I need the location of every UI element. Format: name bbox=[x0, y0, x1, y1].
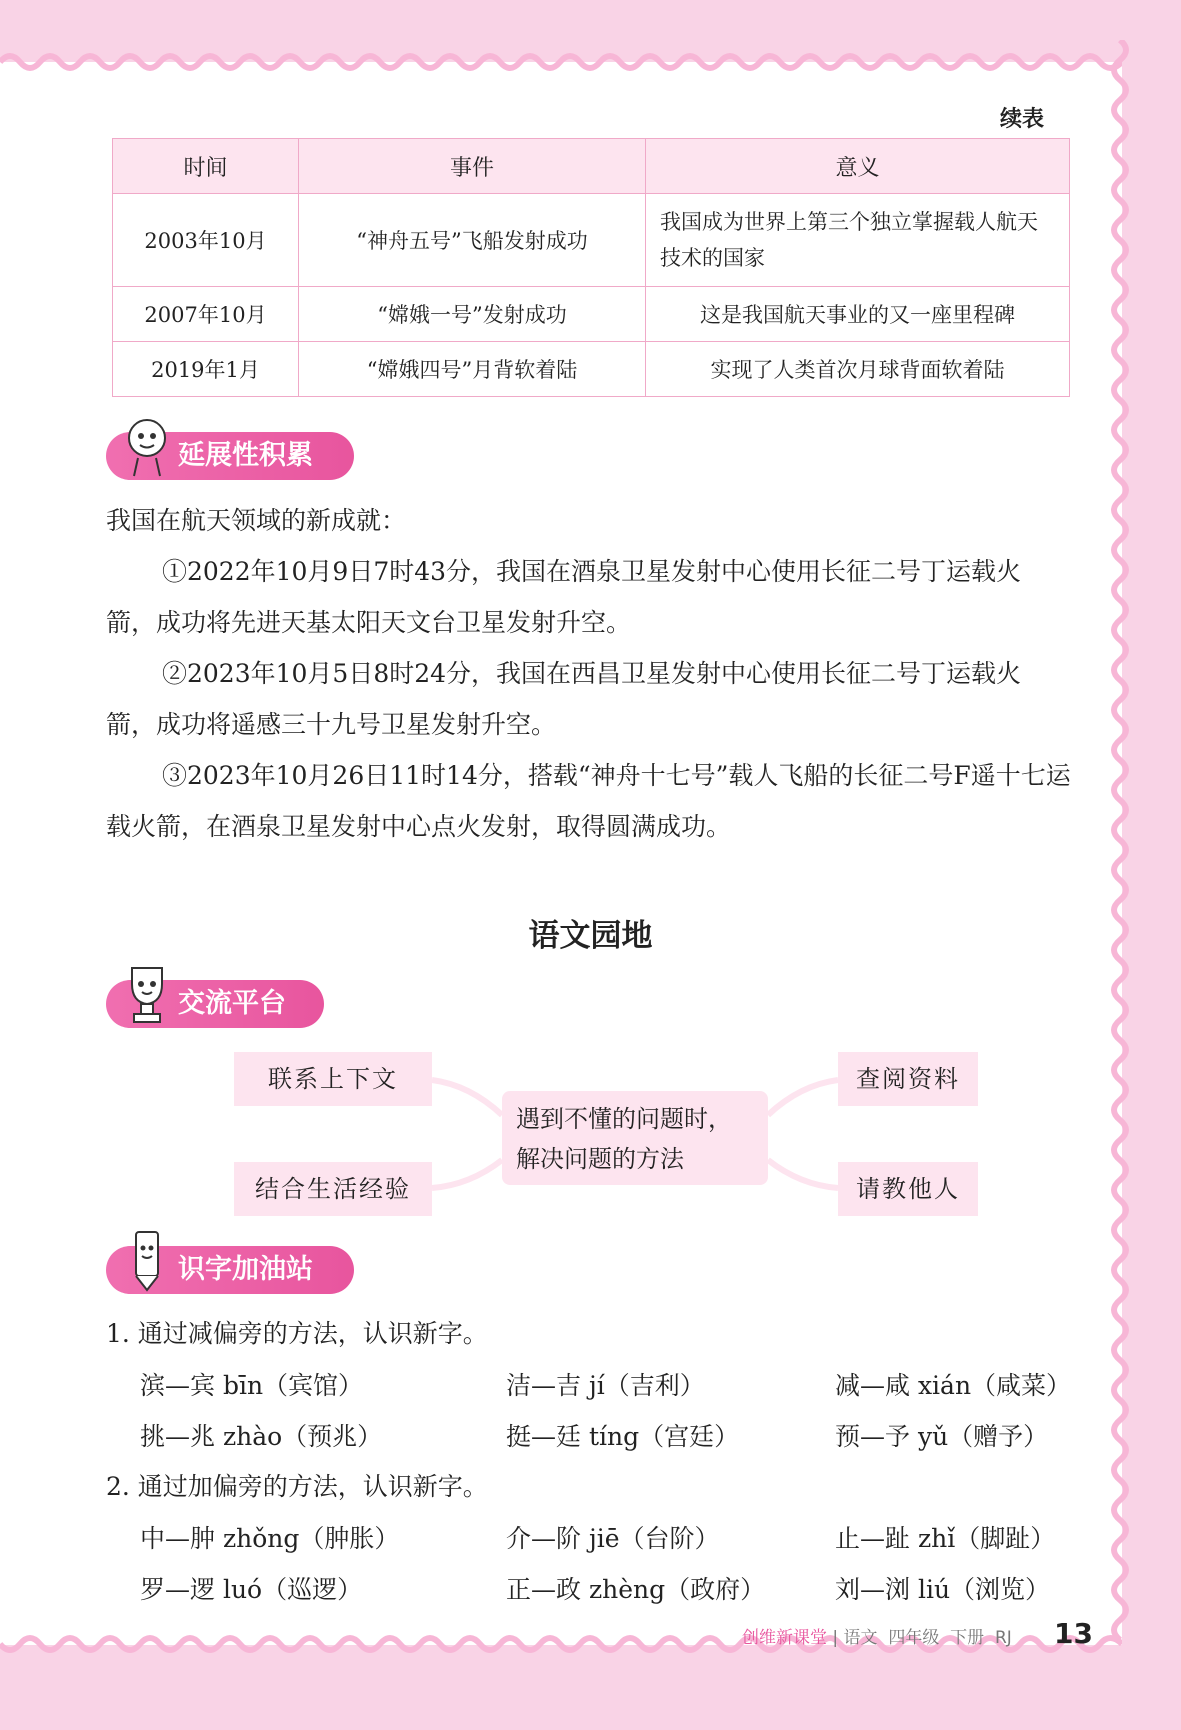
literacy-row bbox=[140, 1519, 1080, 1569]
word-entry: 正—政 zhèng（政府） bbox=[506, 1575, 766, 1604]
footer-grade: 四年级 bbox=[888, 1628, 940, 1648]
mindmap-center-line: 解决问题的方法 bbox=[516, 1145, 684, 1173]
footer-brand: 创维新课堂 bbox=[742, 1628, 827, 1648]
achievement-item: ③2023年10月26日11时14分，搭载“神舟十七号”载人飞船的长征二号F遥十七运载火箭，在酒泉卫星发射中心点火发射，取得圆满成功。 bbox=[106, 761, 1071, 841]
footer-volume: 下册 bbox=[950, 1628, 985, 1648]
cell-event: “嫦娥一号”发射成功 bbox=[299, 287, 646, 342]
cell-time: 2019年1月 bbox=[113, 342, 299, 397]
section-tag-label: 交流平台 bbox=[178, 988, 286, 1019]
word-entry: 介—阶 jiē（台阶） bbox=[506, 1524, 720, 1553]
cell-time: 2007年10月 bbox=[113, 287, 299, 342]
footer-edition: RJ bbox=[994, 1628, 1012, 1648]
mindmap-node-context: 联系上下文 bbox=[234, 1052, 432, 1106]
word-entry: 滨—宾 bīn（宾馆） bbox=[140, 1371, 364, 1400]
word-entry: 预—予 yǔ（赠予） bbox=[835, 1422, 1049, 1451]
mindmap-center bbox=[502, 1091, 768, 1185]
footer-subject: 语文 bbox=[843, 1628, 878, 1648]
cell-event: “嫦娥四号”月背软着陆 bbox=[299, 342, 646, 397]
cell-time: 2003年10月 bbox=[113, 194, 299, 287]
header-time: 时间 bbox=[113, 139, 299, 194]
word-entry: 中—肿 zhǒng（肿胀） bbox=[140, 1524, 400, 1553]
word-entry: 罗—逻 luó（巡逻） bbox=[140, 1575, 363, 1604]
section-title-chinese-garden: 语文园地 bbox=[528, 918, 653, 954]
header-significance: 意义 bbox=[646, 139, 1070, 194]
word-entry: 刘—浏 liú（浏览） bbox=[835, 1575, 1051, 1604]
section-tag-label: 识字加油站 bbox=[178, 1254, 313, 1285]
achievement-item: ②2023年10月5日8时24分，我国在西昌卫星发射中心使用长征二号丁运载火箭，成功将遥感三十九号卫星发射升空。 bbox=[106, 659, 1022, 739]
word-entry: 减—咸 xián（咸菜） bbox=[835, 1371, 1072, 1400]
literacy-question-2: 2. 通过加偏旁的方法，认识新字。 bbox=[106, 1472, 488, 1501]
word-entry: 止—趾 zhǐ（脚趾） bbox=[835, 1524, 1056, 1553]
literacy-row bbox=[140, 1366, 1080, 1416]
mindmap-center-line: 遇到不懂的问题时， bbox=[516, 1105, 732, 1133]
footer-separator: | bbox=[832, 1628, 839, 1648]
word-entry: 挺—廷 tíng（宫廷） bbox=[506, 1422, 740, 1451]
extended-intro: 我国在航天领域的新成就： bbox=[106, 506, 407, 535]
mindmap-node-look-up: 查阅资料 bbox=[838, 1052, 978, 1106]
mindmap-node-life-experience: 结合生活经验 bbox=[234, 1162, 432, 1216]
pencil-mascot-icon bbox=[120, 1228, 174, 1294]
literacy-question-1: 1. 通过减偏旁的方法，认识新字。 bbox=[106, 1319, 488, 1348]
cell-significance: 实现了人类首次月球背面软着陆 bbox=[646, 342, 1070, 397]
section-tag-literacy bbox=[106, 1246, 354, 1294]
cell-significance: 这是我国航天事业的又一座里程碑 bbox=[646, 287, 1070, 342]
continued-table-label: 续表 bbox=[1000, 107, 1045, 132]
achievement-item: ①2022年10月9日7时43分，我国在酒泉卫星发射中心使用长征二号丁运载火箭，成功将先进天基太阳天文台卫星发射升空。 bbox=[106, 557, 1022, 637]
section-tag-label: 延展性积累 bbox=[178, 440, 313, 471]
literacy-row bbox=[140, 1570, 1080, 1620]
page-footer bbox=[742, 1623, 1012, 1648]
cell-event: “神舟五号”飞船发射成功 bbox=[299, 194, 646, 287]
word-entry: 洁—吉 jí（吉利） bbox=[506, 1371, 705, 1400]
literacy-row bbox=[140, 1417, 1080, 1467]
page-number: 13 bbox=[1054, 1617, 1093, 1650]
word-entry: 挑—兆 zhào（预兆） bbox=[140, 1422, 383, 1451]
mindmap-node-ask-others: 请教他人 bbox=[838, 1162, 978, 1216]
header-event: 事件 bbox=[299, 139, 646, 194]
cell-significance: 我国成为世界上第三个独立掌握载人航天技术的国家 bbox=[646, 194, 1070, 287]
